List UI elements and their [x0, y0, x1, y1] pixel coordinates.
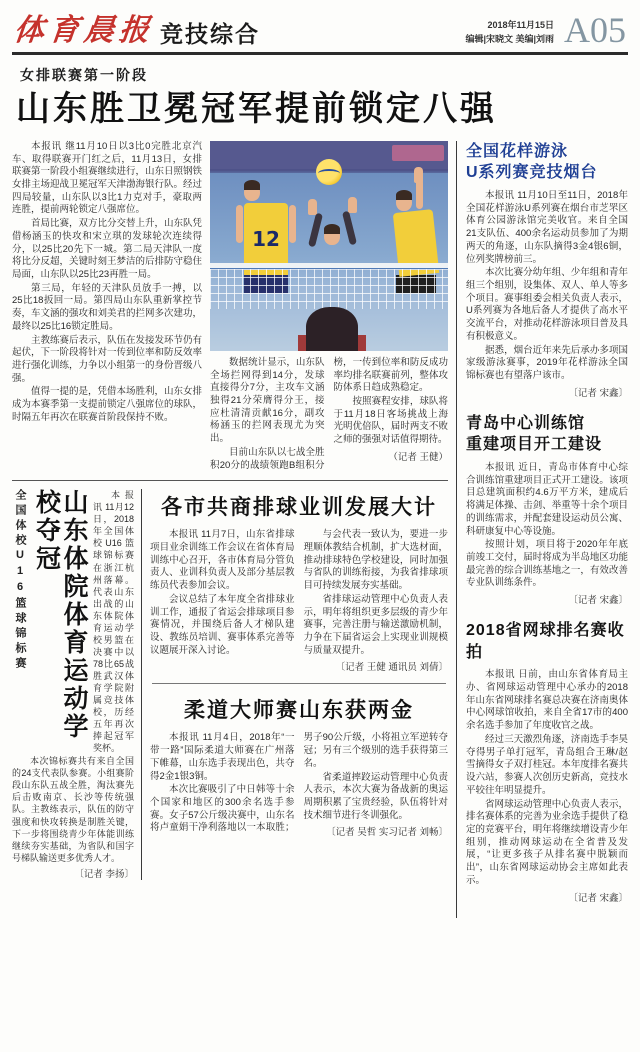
- article-judo-masters: [150, 694, 448, 838]
- article-paragraph: 会议总结了本年度全省排球业训工作，通报了省运会排球项目参赛情况，并围绕后备人才梯队建设、教练员培训、赛事体系完善等议题展开深入讨论。: [150, 593, 295, 656]
- article-byline: 〔记者 李扬〕: [74, 868, 134, 880]
- article-paragraph: 本次锦标赛共有来自全国的24支代表队参赛。小组赛阶段山东队五战全胜，淘汰赛先后击败南京、长沙等传统强队。主教练表示，队伍的防守强度和快攻转换是制胜关键，下一步将围绕青少年体能训练继续夯实基础，为省队和国字号梯队输送更多优秀人才。: [12, 756, 134, 863]
- article-headline: 柔道大师赛山东获两金: [184, 699, 414, 723]
- spiker-arm: [416, 179, 423, 209]
- article-body-columns: [150, 529, 448, 673]
- photo-signage: [392, 145, 444, 161]
- header-right: [465, 10, 626, 50]
- player-head: [244, 183, 260, 201]
- article-paragraph: 本次比赛吸引了中日韩等十余个国家和地区的300余名选手参赛。女子57公斤级决赛中，山东名将卢童娟干净利落地以一本取胜；男子90公斤级，小将祖立军逆转夺冠；另有三个级别的选手获得第三名。: [150, 732, 448, 834]
- issue-date: 2018年11月15日: [487, 20, 554, 31]
- player-hair: [244, 180, 260, 190]
- lead-paragraph: 数据统计显示，山东队全场拦网得到14分，发球直接得分7分，主攻车文涵独得21分荣膺得分王，接应杜清清贡献16分，副攻杨涵玉的拦网表现尤为突出。: [210, 356, 325, 445]
- article-paragraph: 与会代表一致认为，要进一步理顺体教结合机制，扩大选材面，推动排球特色学校建设，同时加强与省队的训练衔接，为我省排球项目可持续发展夯实基础。: [303, 529, 448, 592]
- headline-line: 全国花样游泳: [466, 142, 569, 160]
- lead-left-column: [12, 141, 202, 472]
- article-paragraph: 省排球运动管理中心负责人表示，明年将组织更多层级的青少年赛事，完善注册与输送激励机制，力争在下届省运会上实现业训规模与质量双提升。: [303, 593, 448, 656]
- article-headline: 各市共商排球业训发展大计: [161, 496, 437, 520]
- article-byline: 〔记者 宋鑫〕: [568, 892, 628, 904]
- lead-paragraph: 本报讯 继11月10日以3比0完胜北京汽车、取得联赛开门红之后，11月13日，女排联赛第一阶段小组赛继续进行，山东日照钢铁女排主场迎战卫冕冠军天津渤海银行队。经过四局较量，山东队以3比1力克对手，豪取两连胜，提前两轮锁定八强席位。: [12, 140, 203, 216]
- vertical-headline-group: [12, 489, 87, 745]
- editor-credit: 编辑|宋晓文 美编|刘雨: [465, 33, 554, 44]
- article-byline: 〔记者 宋鑫〕: [568, 387, 628, 399]
- article-paragraph: 本报讯 11月12日，2018年全国体校U16篮球锦标赛在浙江杭州落幕。代表山东出战的山东体院体育运动学校男篮在决赛中以78比65战胜武汉体育学院附属竞技体校，历经五年再次捧起冠军奖杯。: [93, 490, 134, 754]
- lead-headline: 山东胜卫冕冠军提前锁定八强: [16, 90, 497, 129]
- spiker-head: [396, 193, 412, 211]
- article-paragraph: 本次比赛分幼年组、少年组和青年组三个组别，设集体、双人、单人等多个项目。赛事组委会相关负责人表示，U系列赛为各地后备人才提供了高水平交流平台，对推动花样游泳项目普及具有积极意义。: [466, 267, 628, 342]
- blocker-hair: [324, 224, 340, 234]
- article-headline: [466, 413, 628, 456]
- lead-byline: （记者 王健）: [388, 451, 448, 463]
- lead-body: [12, 141, 448, 472]
- middle-blocker: [322, 227, 340, 245]
- header-rule: [12, 52, 628, 55]
- net: [210, 269, 448, 309]
- lead-below-photo-columns: [210, 357, 448, 472]
- volleyball-match-photo: [210, 141, 448, 351]
- body-grid: [12, 141, 628, 918]
- player-arm: [289, 205, 296, 243]
- newspaper-logo: 体育晨报: [12, 13, 156, 49]
- article-paragraph: 经过三天激烈角逐，济南选手李昊夺得男子单打冠军，青岛组合王琳/赵雪摘得女子双打桂冠。本年度排名赛共设六站，参赛人次创历史新高，竞技水平较往年明显提升。: [466, 733, 628, 796]
- headline-line: 青岛中心训练馆: [466, 414, 586, 432]
- article-basketball-school: [12, 489, 142, 879]
- player-arm: [236, 205, 243, 243]
- blocker-arm: [342, 210, 357, 245]
- middle-column: [142, 489, 448, 879]
- volleyball-icon: [316, 159, 342, 185]
- date-block: [465, 19, 554, 46]
- page-number: A05: [564, 10, 626, 50]
- article-paragraph: 本报讯 11月10日至11日，2018年全国花样游泳U系列赛在烟台市芝罘区体育公园游泳馆完美收官。来自全国21支队伍、400余名运动员参加了为期两天的角逐，山东队摘得3金4银6铜，位列奖牌榜前三。: [466, 189, 628, 265]
- article-headline: [466, 620, 628, 663]
- jersey-number: 12: [252, 226, 280, 251]
- article-headline: [466, 141, 628, 184]
- blocker-hand: [308, 199, 317, 215]
- lead-paragraph: 第三局，年轻的天津队员放手一搏，以25比18扳回一局。第四局山东队重新掌控节奏，车文涵的强攻和刘美君的拦网多次建功，最终以25比16锁定胜局。: [12, 282, 203, 332]
- article-paragraph: 本报讯 近日，青岛市体育中心综合训练馆重建项目正式开工建设。该项目总建筑面积约4.6万平方米，建成后将满足体操、击剑、举重等十余个项目的训练需求，并配套建设运动员公寓、科研康复中心等设施。: [466, 461, 628, 537]
- article-paragraph: 本报讯 日前，由山东省体育局主办、省网球运动管理中心承办的2018年山东省网球排名赛总决赛在济南奥体中心网球馆收拍，来自全省17市的400余名选手参加了年度收官之战。: [466, 669, 628, 732]
- article-qingdao-training-hall: [466, 413, 628, 606]
- article-synchro-swimming: [466, 141, 628, 399]
- article-paragraph: 按照计划，项目将于2020年年底前竣工交付，届时将成为半岛地区功能最完善的综合训练基地之一，有效改善专业队训练条件。: [466, 539, 628, 589]
- headline-line: 2018省网球排名赛收拍: [466, 622, 625, 661]
- page-header: [12, 10, 628, 52]
- article-byline: 〔记者 吴哲 实习记者 刘畅〕: [326, 827, 448, 839]
- section-title: 竞技综合: [160, 21, 260, 48]
- article-kicker: 全国体校U16篮球锦标赛: [14, 489, 26, 673]
- article-byline: 〔记者 宋鑫〕: [568, 595, 628, 607]
- lead-paragraph: 值得一提的是，凭借本场胜利，山东女排成为本赛季第一支提前锁定八强席位的球队，时隔五年再次在联赛首阶段保持不败。: [12, 386, 203, 423]
- article-tennis-ranking: [466, 620, 628, 903]
- horizontal-divider: [152, 683, 446, 684]
- lead-paragraph: 主教练赛后表示，队伍在发接发环节仍有起伏，下一阶段将针对一传到位率和防反效率进行强化训练，力争以小组第一的身份晋级八强。: [12, 334, 203, 384]
- article-paragraph: 本报讯 11月7日，山东省排球项目业余训练工作会议在省体育局训练中心召开，各市体育局分管负责人、业训科负责人及部分基层教练员代表参加会议。: [150, 529, 295, 592]
- spiker-hair: [396, 190, 412, 200]
- lead-paragraph: 首局比赛，双方比分交替上升，山东队凭借杨涵玉的快攻和宋立琪的发球轮次连续得分，以25比20先下一城。第二局天津队一度将比分反超，关键时刻王梦洁的后排防守稳住局面，山东队以25比23再胜一局。: [12, 218, 203, 280]
- article-headline: 山东体院体育运动学校夺冠: [32, 489, 88, 742]
- article-paragraph: 本报讯 11月4日，2018年“一带一路”国际柔道大师赛在广州落下帷幕，山东选手表现出色，共夺得2金1银3铜。: [150, 732, 295, 782]
- article-volleyball-training: [150, 491, 448, 673]
- lead-paragraph: 目前山东队以七战全胜积20分的战绩领跑B组积分榜，一传到位率和防反成功率均排名联赛前列，整体攻防体系日趋成熟稳定。: [210, 356, 448, 471]
- lead-kicker: 女排联赛第一阶段: [20, 67, 148, 84]
- article-paragraph: 省柔道摔跤运动管理中心负责人表示，本次大赛为备战新的奥运周期积累了宝贵经验，队伍将针对技术细节进行冬训强化。: [303, 771, 448, 821]
- headline-line: 重建项目开工建设: [466, 436, 603, 454]
- horizontal-divider: [12, 480, 448, 481]
- lead-paragraph: 按照赛程安排，球队将于11月18日客场挑战上海光明优倍队，届时两支不败之师的强强对话值得期待。: [333, 395, 448, 446]
- article-byline: 〔记者 王健 通讯员 刘倩〕: [335, 662, 448, 674]
- blocker-hand: [348, 197, 357, 213]
- blocker-head: [324, 227, 340, 245]
- foreground-player-head: [306, 307, 358, 351]
- article-body-columns: [150, 732, 448, 838]
- headline-line: U系列赛竞技烟台: [466, 164, 598, 182]
- sidebar: [456, 141, 628, 918]
- main-area: [12, 141, 456, 918]
- blocker-arm: [308, 212, 323, 247]
- bottom-grid: [12, 489, 448, 879]
- lead-center-column: [210, 141, 448, 472]
- article-paragraph: 省网球运动管理中心负责人表示，排名赛体系的完善为业余选手提供了稳定的竞赛平台，明年将继续增设青少年组别，推动网球运动在全省普及发展，“让更多孩子从排名赛中脱颖而出”，山东省网球运动协会主席如此表示。: [466, 798, 628, 886]
- masthead: [12, 13, 260, 49]
- article-paragraph: 据悉，烟台近年来先后承办多项国家级游泳赛事，2019年花样游泳全国锦标赛也有望落户该市。: [466, 344, 628, 382]
